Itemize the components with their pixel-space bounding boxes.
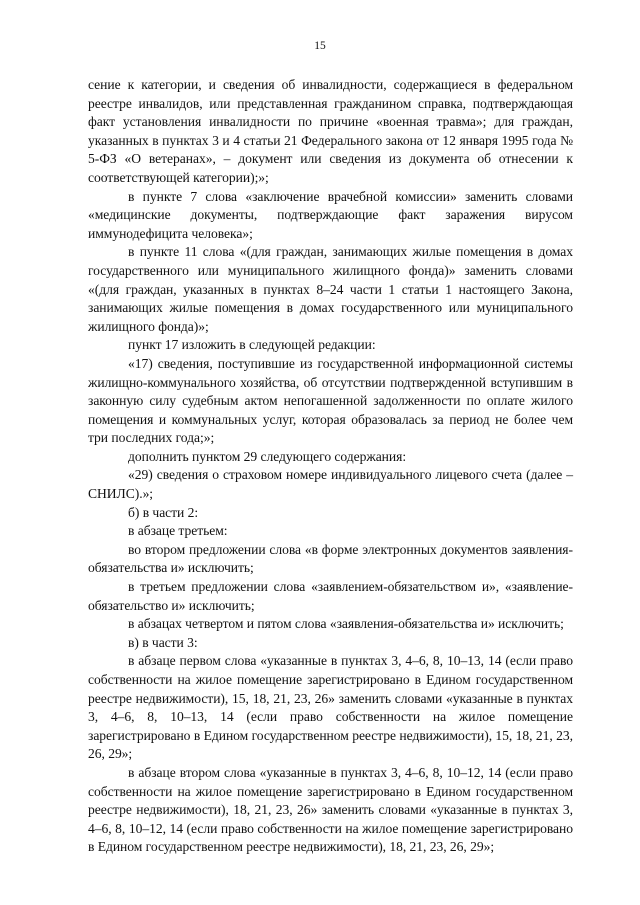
paragraph: «17) сведения, поступившие из государственной информационной системы жилищно-коммунального хозяйства, об отсутствии подтвержденной вступившим в законную силу судебным актом непогашенной задолженности по оплате жилого помещения и коммунальных услуг, которая образовалась за период не более чем три последних года;»; <box>88 355 573 446</box>
paragraph: пункт 17 изложить в следующей редакции: <box>128 337 376 353</box>
paragraph: в абзаце третьем: <box>128 523 228 539</box>
paragraph: во втором предложении слова «в форме электронных документов заявления-обязательства и» исключить; <box>88 541 573 576</box>
paragraph: сение к категории, и сведения об инвалидности, содержащиеся в федеральном реестре инвалидов, или представленная гражданином справка, подтверждающая факт установления инвалидности по причине «военная травма»; для граждан, указанных в пунктах 3 и 4 статьи 21 Федерального закона от 12 января 1995 года № 5-ФЗ «О ветеранах», – документ или сведения из документа об отнесении к соответствующей категории);»; <box>88 77 573 185</box>
paragraph: в пункте 11 слова «(для граждан, занимающих жилые помещения в домах государственного или муниципального жилищного фонда)» заменить словами «(для граждан, указанных в пунктах 8–24 части 1 статьи 1 настоящего Закона, занимающих жилые помещения в домах государственного или муниципального жилищного фонда)»; <box>88 244 573 334</box>
paragraph: в пункте 7 слова «заключение врачебной комиссии» заменить словами «медицинские документы, подтверждающие факт заражения вирусом иммунодефицита человека»; <box>88 188 573 241</box>
page-number: 15 <box>314 40 326 52</box>
paragraph: в абзацах четвертом и пятом слова «заявления-обязательства и» исключить; <box>128 616 564 632</box>
paragraph: в третьем предложении слова «заявлением-обязательством и», «заявление-обязательство и» исключить; <box>88 579 573 613</box>
paragraph: в) в части 3: <box>128 634 198 650</box>
paragraph: в абзаце втором слова «указанные в пунктах 3, 4–6, 8, 10–12, 14 (если право собственности на жилое помещение зарегистрировано в Едином государственном реестре недвижимости), 18, 21, 23, 26» заменить словами «указанные в пунктах 3, 4–6, 8, 10–12, 14 (если право собственности на жилое помещение зарегистрировано в Едином государственном реестре недвижимости), 18, 21, 23, 26, 29»; <box>88 764 573 855</box>
paragraph: б) в части 2: <box>128 504 199 520</box>
document-body <box>88 76 573 857</box>
paragraph: в абзаце первом слова «указанные в пунктах 3, 4–6, 8, 10–13, 14 (если право собственности на жилое помещение зарегистрировано в Едином государственном реестре недвижимости), 15, 18, 21, 23, 26» заменить словами «указанные в пунктах 3, 4–6, 8, 10–13, 14 (если право собственности на жилое помещение зарегистрировано в Едином государственном реестре недвижимости), 15, 18, 21, 23, 26, 29»; <box>88 653 573 762</box>
paragraph: дополнить пунктом 29 следующего содержания: <box>128 448 407 464</box>
paragraph: «29) сведения о страховом номере индивидуального лицевого счета (далее – СНИЛС).»; <box>88 467 573 502</box>
